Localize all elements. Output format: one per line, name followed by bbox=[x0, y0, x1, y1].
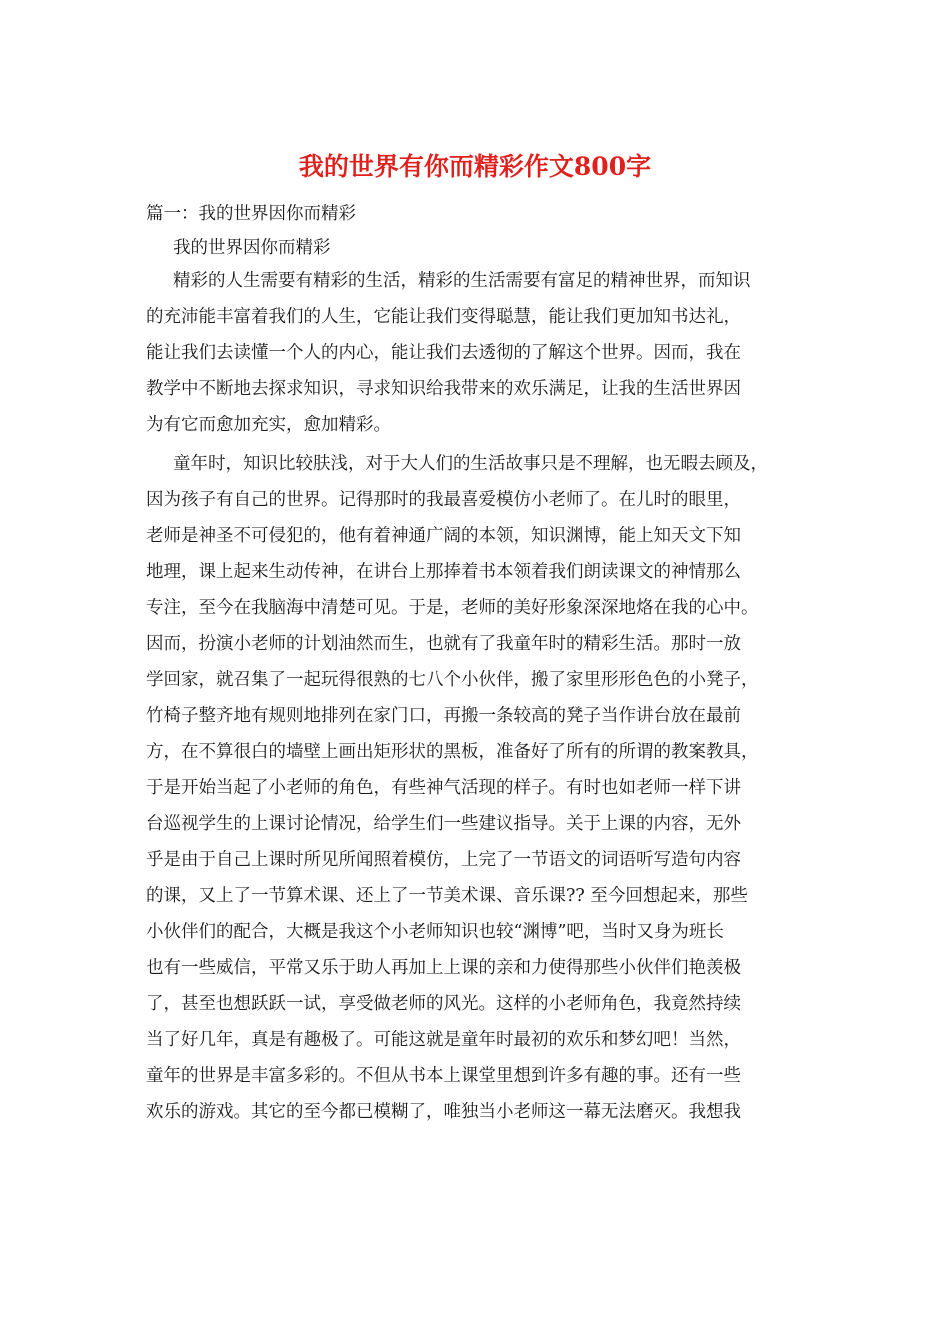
text-line: 童年的世界是丰富多彩的。不但从书本上课堂里想到许多有趣的事。还有一些 bbox=[146, 1066, 741, 1086]
text-line: 的课，又上了一节算术课、还上了一节美术课、音乐课?? 至今回想起来，那些 bbox=[146, 886, 748, 906]
text-line: 台巡视学生的上课讨论情况，给学生们一些建议指导。关于上课的内容，无外 bbox=[146, 814, 741, 834]
text-line: 为有它而愈加充实，愈加精彩。 bbox=[146, 415, 391, 435]
text-line: 能让我们去读懂一个人的内心，能让我们去透彻的了解这个世界。因而，我在 bbox=[146, 343, 741, 363]
text-line: 地理，课上起来生动传神，在讲台上那捧着书本领着我们朗读课文的神情那么 bbox=[146, 562, 741, 582]
text-line: 也有一些威信，平常又乐于助人再加上上课的亲和力使得那些小伙伴们艳羡极 bbox=[146, 958, 741, 978]
document-title: 我的世界有你而精彩作文800字 bbox=[298, 152, 652, 181]
text-line: 竹椅子整齐地有规则地排列在家门口，再搬一条较高的凳子当作讲台放在最前 bbox=[146, 706, 741, 726]
text-line: 了，甚至也想跃跃一试，享受做老师的风光。这样的小老师角色，我竟然持续 bbox=[146, 994, 741, 1014]
text-line: 方，在不算很白的墙壁上画出矩形状的黑板，准备好了所有的所谓的教案教具， bbox=[146, 742, 759, 762]
essay-subtitle: 我的世界因你而精彩 bbox=[173, 238, 331, 258]
text-line: 教学中不断地去探求知识，寻求知识给我带来的欢乐满足，让我的生活世界因 bbox=[146, 379, 741, 399]
text-line: 欢乐的游戏。其它的至今都已模糊了，唯独当小老师这一幕无法磨灭。我想我 bbox=[146, 1102, 741, 1122]
text-line: 的充沛能丰富着我们的人生，它能让我们变得聪慧，能让我们更加知书达礼， bbox=[146, 307, 741, 327]
text-line: 乎是由于自己上课时所见所闻照着模仿，上完了一节语文的词语听写造句内容 bbox=[146, 850, 741, 870]
text-line: 因而，扮演小老师的计划油然而生，也就有了我童年时的精彩生活。那时一放 bbox=[146, 634, 741, 654]
text-line: 学回家，就召集了一起玩得很熟的七八个小伙伴，搬了家里形形色色的小凳子， bbox=[146, 670, 759, 690]
section-heading: 篇一：我的世界因你而精彩 bbox=[146, 204, 356, 224]
text-line: 老师是神圣不可侵犯的，他有着神通广阔的本领，知识渊博，能上知天文下知 bbox=[146, 526, 741, 546]
text-line: 精彩的人生需要有精彩的生活，精彩的生活需要有富足的精神世界，而知识 bbox=[173, 271, 751, 291]
text-line: 因为孩子有自己的世界。记得那时的我最喜爱模仿小老师了。在儿时的眼里， bbox=[146, 490, 741, 510]
text-line: 小伙伴们的配合，大概是我这个小老师知识也较“渊博”吧，当时又身为班长 bbox=[146, 922, 724, 942]
text-line: 童年时，知识比较肤浅，对于大人们的生活故事只是不理解，也无暇去顾及， bbox=[173, 454, 768, 474]
text-line: 专注，至今在我脑海中清楚可见。于是，老师的美好形象深深地烙在我的心中。 bbox=[146, 598, 759, 618]
text-line: 于是开始当起了小老师的角色，有些神气活现的样子。有时也如老师一样下讲 bbox=[146, 778, 741, 798]
text-line: 当了好几年，真是有趣极了。可能这就是童年时最初的欢乐和梦幻吧！当然， bbox=[146, 1030, 741, 1050]
